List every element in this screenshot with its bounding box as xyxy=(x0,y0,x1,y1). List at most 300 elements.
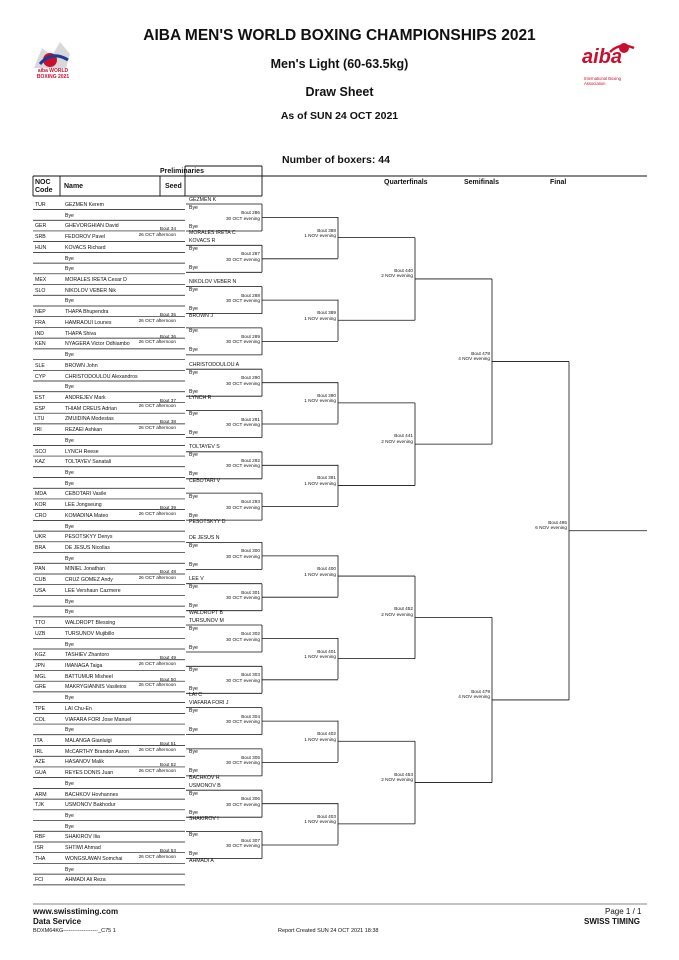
bout-number: Bout 453 xyxy=(394,771,413,777)
bout-number: Bout 391 xyxy=(317,475,336,481)
r32-bout-label xyxy=(214,293,260,304)
footer-report: Report Created SUN 24 OCT 2021 18:38 xyxy=(278,928,379,934)
entry-noc: SRB xyxy=(35,234,46,241)
bout-number: Bout 37 xyxy=(159,397,176,403)
prelim-bout-label xyxy=(120,505,176,516)
entry-name: VIAFARA FORI Jose Manuel xyxy=(65,716,132,723)
weight-class: Men's Light (60-63.5kg) xyxy=(270,57,409,71)
r32-bottom-boxer: SHAKIROV I xyxy=(189,816,219,823)
entry-name: WONGSUWAN Somchai xyxy=(65,855,123,862)
entry-row xyxy=(33,469,183,477)
entry-name: Bye xyxy=(65,255,74,262)
bout-time: 30 OCT evening xyxy=(225,504,260,510)
entry-noc: COL xyxy=(35,716,46,723)
r32-bout-label xyxy=(214,458,260,469)
entry-noc: CRO xyxy=(35,512,47,519)
entry-row xyxy=(33,480,183,488)
entry-name: REZAEI Ashkan xyxy=(65,427,103,434)
bout-number: Bout 403 xyxy=(317,813,336,819)
footer-brand: SWISS TIMING xyxy=(584,917,640,926)
entry-row xyxy=(33,780,183,788)
bout-time: 1 NOV evening xyxy=(304,571,336,577)
bout-number: Bout 389 xyxy=(317,310,336,316)
entry-row xyxy=(33,876,183,884)
entry-name: Bye xyxy=(65,523,74,530)
r32-bye: Bye xyxy=(189,452,198,459)
bout-time: 26 OCT afternoon xyxy=(138,424,176,430)
prelim-bout-label xyxy=(120,848,176,859)
bout-number: Bout 303 xyxy=(241,672,260,678)
r32-bye: Bye xyxy=(189,584,198,591)
r32-top-boxer: KOVACS R xyxy=(189,237,216,244)
entry-noc: IND xyxy=(35,330,44,337)
r32-bottom-bye: Bye xyxy=(189,347,198,354)
entry-row xyxy=(33,448,183,456)
entry-name: CEBOTARI Vasile xyxy=(65,491,107,498)
entry-noc: KOR xyxy=(35,502,47,509)
entry-row xyxy=(33,641,183,649)
r32-bout-label xyxy=(214,755,260,766)
r32-top-boxer: VIAFARA FORI J xyxy=(189,700,229,707)
entry-name: TURSUNOV Mujibillo xyxy=(65,630,115,637)
bout-time: 2 NOV evening xyxy=(381,611,413,617)
r32-top-boxer: GEZMEN K xyxy=(189,196,217,203)
prelim-bout-label xyxy=(120,334,176,345)
entry-noc: TJK xyxy=(35,802,45,809)
bout-time: 26 OCT afternoon xyxy=(138,339,176,345)
bout-number: Bout 307 xyxy=(241,837,260,843)
bout-time: 26 OCT afternoon xyxy=(138,317,176,323)
entry-noc: BRA xyxy=(35,545,46,552)
r32-bye: Bye xyxy=(189,245,198,252)
entry-name: WALDROPT Blessing xyxy=(65,620,116,627)
r32-bye: Bye xyxy=(189,411,198,417)
bout-number: Bout 400 xyxy=(317,566,336,572)
bout-number: Bout 495 xyxy=(548,519,567,525)
r32-bye: Bye xyxy=(189,328,198,335)
r32-top-boxer: USMONOV B xyxy=(189,782,221,789)
entry-name: MALANGA Gianluigi xyxy=(65,738,112,744)
r16-bout-label xyxy=(290,393,336,404)
entry-name: MAKRYGIANNIS Vasileios xyxy=(65,684,127,691)
r32-bout-label xyxy=(214,631,260,642)
entry-name: TASHIEV Zhantoro xyxy=(65,652,110,659)
entry-name: Bye xyxy=(65,470,74,476)
bout-number: Bout 51 xyxy=(159,741,176,746)
entry-noc: CUB xyxy=(35,577,46,584)
r16-bout-label xyxy=(290,814,336,825)
entry-name: HAMRAOUI Lounes xyxy=(65,319,112,326)
entry-row xyxy=(33,716,183,724)
entry-noc: EST xyxy=(35,394,46,401)
r32-bottom-bye: Bye xyxy=(189,603,198,610)
entry-row xyxy=(33,255,183,263)
bout-time: 26 OCT afternoon xyxy=(138,853,176,859)
entry-name: KOMADINA Mateo xyxy=(65,512,109,519)
bout-number: Bout 35 xyxy=(159,312,176,318)
r32-bout-label xyxy=(214,714,260,725)
bout-time: 30 OCT evening xyxy=(225,256,260,262)
entry-row xyxy=(33,801,183,809)
footer-code: BOXM64KG-------------------_C75 1 xyxy=(33,928,116,934)
entry-row xyxy=(33,437,183,445)
entry-name: PESOTSKYY Denys xyxy=(65,534,113,541)
entry-row xyxy=(33,383,183,391)
prelim-bout-label xyxy=(120,419,176,430)
entry-row xyxy=(33,630,183,638)
r32-bout-label xyxy=(214,251,260,262)
entry-name: Bye xyxy=(65,212,74,219)
r32-bottom-bye: Bye xyxy=(189,512,198,519)
event-logo-text: aiba WORLD BOXING 2021 xyxy=(36,68,70,80)
bout-time: 2 NOV evening xyxy=(381,777,413,783)
bout-time: 2 NOV evening xyxy=(381,273,413,279)
bout-number: Bout 49 xyxy=(159,655,176,661)
bout-time: 30 OCT evening xyxy=(225,422,260,427)
entry-name: SHAKIROV Ilia xyxy=(65,834,100,841)
bout-time: 4 NOV evening xyxy=(458,356,490,362)
entry-name: SHTIWI Ahmad xyxy=(65,845,101,852)
r32-top-boxer: CHRISTODOULOU A xyxy=(189,361,240,368)
entry-name: McCARTHY Brandon Aaron xyxy=(65,748,130,755)
entry-noc: IRL xyxy=(35,748,44,755)
entry-name: MINIEL Jonathan xyxy=(65,566,105,573)
entry-noc: MEX xyxy=(35,277,47,284)
entry-row xyxy=(33,587,183,595)
bout-number: Bout 292 xyxy=(241,457,260,463)
bout-time: 30 OCT evening xyxy=(225,339,260,345)
semifinals-header: Semifinals xyxy=(464,179,500,186)
bout-time: 1 NOV evening xyxy=(304,819,336,825)
prelim-bout-label xyxy=(120,762,176,773)
bout-number: Bout 390 xyxy=(317,392,336,398)
bout-time: 30 OCT evening xyxy=(225,719,260,725)
entry-noc: RBF xyxy=(35,834,46,841)
entry-noc: MDA xyxy=(35,491,47,498)
r32-bout-label xyxy=(214,548,260,559)
r32-bye: Bye xyxy=(189,625,198,632)
entry-noc: FRA xyxy=(35,319,46,326)
footer-url[interactable]: www.swisstiming.com xyxy=(33,907,119,916)
entry-row xyxy=(33,201,183,209)
entry-row xyxy=(33,351,183,359)
as-of-date: As of SUN 24 OCT 2021 xyxy=(280,110,399,122)
entry-row xyxy=(33,608,183,616)
entry-row xyxy=(33,694,183,702)
entry-name: Bye xyxy=(65,866,74,873)
bout-time: 26 OCT afternoon xyxy=(138,746,176,752)
entry-noc: UZB xyxy=(35,630,46,637)
r32-bye: Bye xyxy=(189,790,198,797)
entry-name: Bye xyxy=(65,480,74,487)
r32-bottom-boxer: AHMADI A xyxy=(189,857,214,864)
bout-number: Bout 478 xyxy=(471,350,490,356)
r16-bout-label xyxy=(290,731,336,742)
entry-noc: FCI xyxy=(35,877,44,884)
bout-number: Bout 302 xyxy=(241,631,260,636)
quarterfinals-header: Quarterfinals xyxy=(384,179,428,186)
bout-number: Bout 50 xyxy=(159,676,176,682)
qf-bout-label xyxy=(366,606,413,617)
entry-noc: SCO xyxy=(35,448,47,455)
r16-bout-label xyxy=(290,475,336,486)
entry-name: USMONOV Bakhodur xyxy=(65,802,116,809)
bout-time: 26 OCT afternoon xyxy=(138,403,176,409)
r32-bye: Bye xyxy=(189,287,198,294)
bout-time: 1 NOV evening xyxy=(304,736,336,742)
entry-name: Bye xyxy=(65,813,74,820)
entry-noc: MGL xyxy=(35,673,47,680)
bout-number: Bout 287 xyxy=(241,251,260,257)
r32-bottom-bye: Bye xyxy=(189,644,198,651)
bout-number: Bout 291 xyxy=(241,416,260,422)
entry-name: CHRISTODOULOU Alexandros xyxy=(65,373,138,380)
r32-bye: Bye xyxy=(189,493,198,500)
entry-row xyxy=(33,866,183,874)
entry-noc: SLE xyxy=(35,362,45,369)
bout-time: 26 OCT afternoon xyxy=(138,231,176,237)
prelim-bout-label xyxy=(120,398,176,409)
r32-bottom-bye: Bye xyxy=(189,306,198,313)
r32-bottom-boxer: BROWN J xyxy=(189,312,213,319)
bout-time: 26 OCT afternoon xyxy=(138,767,176,773)
sf-bout-label xyxy=(442,351,490,362)
entry-name: Bye xyxy=(65,384,74,391)
r32-top-boxer: DE JESUS N xyxy=(189,534,220,541)
bout-time: 26 OCT afternoon xyxy=(138,660,176,666)
entry-name: THIAM CREUS Adrian xyxy=(65,405,117,412)
entry-row xyxy=(33,265,183,273)
entry-name: Bye xyxy=(65,609,74,616)
entry-noc: IRI xyxy=(35,427,42,434)
entry-name: HASANOV Malik xyxy=(65,759,104,766)
entry-name: NIKOLOV VEBER Nik xyxy=(65,287,117,294)
entry-noc: TTO xyxy=(35,620,46,627)
r32-bottom-boxer: BACHKOV H xyxy=(189,774,220,781)
entry-row xyxy=(33,362,183,370)
r32-bye: Bye xyxy=(189,749,198,756)
bout-time: 30 OCT evening xyxy=(225,463,260,469)
bout-number: Bout 388 xyxy=(317,227,336,233)
entry-row xyxy=(33,705,183,713)
footer-service: Data Service xyxy=(33,917,82,926)
r32-bottom-bye: Bye xyxy=(189,727,198,734)
entry-name: Bye xyxy=(65,266,74,273)
r32-bottom-boxer: CEBOTARI V xyxy=(189,477,221,484)
entry-name: Bye xyxy=(65,598,74,605)
entry-noc: ESP xyxy=(35,405,46,412)
bout-time: 30 OCT evening xyxy=(225,801,260,807)
noc-header: NOC Code xyxy=(35,179,53,194)
entry-row xyxy=(33,297,183,305)
entry-noc: JPN xyxy=(35,662,45,669)
entry-noc: AZE xyxy=(35,759,46,766)
bout-number: Bout 38 xyxy=(159,419,176,425)
entry-row xyxy=(33,212,183,220)
entry-row xyxy=(33,726,183,734)
r32-bout-label xyxy=(214,590,260,601)
r32-bottom-bye: Bye xyxy=(189,561,198,568)
bout-number: Bout 304 xyxy=(241,713,260,719)
r32-bottom-bye: Bye xyxy=(189,809,198,816)
sheet-title: Draw Sheet xyxy=(305,85,374,99)
entry-noc: NEP xyxy=(35,309,46,316)
entry-row xyxy=(33,276,183,284)
bout-number: Bout 36 xyxy=(159,333,176,339)
entry-name: Bye xyxy=(65,823,74,830)
entry-name: CRUZ GOMEZ Andy xyxy=(65,577,113,584)
r32-top-boxer: TURSUNOV M xyxy=(189,617,224,624)
entry-name: Bye xyxy=(65,727,74,734)
entry-noc: SLO xyxy=(35,287,46,294)
r32-bottom-bye: Bye xyxy=(189,471,198,478)
entry-name: TOLTAYEV Sanatali xyxy=(65,459,112,466)
entry-name: FEDOROV Pavel xyxy=(65,234,106,241)
entry-name: BACHKOV Hovhannes xyxy=(65,791,119,798)
entry-noc: TPE xyxy=(35,705,46,712)
entry-noc: KGZ xyxy=(35,652,46,659)
bout-time: 30 OCT evening xyxy=(225,553,260,559)
aiba-logo-text: aiba xyxy=(582,46,623,68)
bout-time: 30 OCT evening xyxy=(225,677,260,683)
entry-noc: USA xyxy=(35,587,46,594)
bout-time: 26 OCT afternoon xyxy=(138,574,176,580)
page-title: AIBA MEN'S WORLD BOXING CHAMPIONSHIPS 2021 xyxy=(143,27,536,44)
entry-name: DE JESUS Nicollas xyxy=(65,545,110,552)
entry-name: ANDREJEV Mark xyxy=(65,394,106,401)
bout-number: Bout 441 xyxy=(394,433,413,439)
entry-row xyxy=(33,490,183,498)
entry-row xyxy=(33,833,183,841)
bout-time: 30 OCT evening xyxy=(225,595,260,601)
footer-page: Page 1 / 1 xyxy=(605,907,642,916)
r32-bye: Bye xyxy=(189,666,198,673)
entry-row xyxy=(33,823,183,831)
entry-name: LEE Jongseung xyxy=(65,502,102,509)
prelim-bout-label xyxy=(120,569,176,580)
r32-bye: Bye xyxy=(189,369,198,376)
entry-row xyxy=(33,244,183,252)
entry-name: BROWN John xyxy=(65,362,98,369)
r32-bottom-bye: Bye xyxy=(189,223,198,230)
r32-bottom-boxer: LAI C xyxy=(189,692,202,699)
bout-time: 1 NOV evening xyxy=(304,480,336,486)
r32-bye: Bye xyxy=(189,708,198,715)
entry-name: MORALES IRETA Cesar D xyxy=(65,277,127,284)
entry-name: Bye xyxy=(65,641,74,648)
qf-bout-label xyxy=(366,433,413,444)
bout-time: 30 OCT evening xyxy=(225,380,260,386)
r32-bottom-boxer: WALDROPT B xyxy=(189,609,224,616)
r32-bottom-bye: Bye xyxy=(189,685,198,692)
r16-bout-label xyxy=(290,566,336,577)
r16-bout-label xyxy=(290,310,336,321)
final-header: Final xyxy=(550,179,567,186)
bout-time: 30 OCT evening xyxy=(225,636,260,642)
entry-row xyxy=(33,458,183,466)
qf-bout-label xyxy=(366,268,413,279)
entry-row xyxy=(33,791,183,799)
r32-bottom-bye: Bye xyxy=(189,851,198,857)
entry-name: Bye xyxy=(65,437,74,444)
entry-name: REYES DONIS Juan xyxy=(65,770,114,777)
bout-number: Bout 53 xyxy=(159,848,176,854)
entry-noc: HUN xyxy=(35,244,47,251)
entry-row xyxy=(33,619,183,627)
entry-row xyxy=(33,812,183,820)
bout-time: 26 OCT afternoon xyxy=(138,682,176,688)
prelim-bout-label xyxy=(120,226,176,237)
bout-number: Bout 293 xyxy=(241,499,260,505)
bout-time: 1 NOV evening xyxy=(304,398,336,404)
entry-row xyxy=(33,555,183,563)
entry-noc: UKR xyxy=(35,534,46,541)
aiba-logo-subtitle: International Boxing Association xyxy=(584,76,622,86)
r32-bottom-boxer: LYNCH R xyxy=(189,395,212,402)
prelim-bout-label xyxy=(120,312,176,323)
entry-name: THAPA Bhupendra xyxy=(65,309,109,316)
entry-name: Bye xyxy=(65,555,74,562)
bout-number: Bout 34 xyxy=(159,226,176,232)
entry-name: THAPA Shiva xyxy=(65,330,97,337)
bout-number: Bout 479 xyxy=(471,688,490,694)
r32-bye: Bye xyxy=(189,204,198,211)
bout-number: Bout 300 xyxy=(241,548,260,554)
r32-bottom-bye: Bye xyxy=(189,264,198,271)
number-of-boxers: Number of boxers: 44 xyxy=(282,154,390,166)
entry-noc: GUA xyxy=(35,770,47,777)
preliminaries-header: Preliminaries xyxy=(160,168,204,175)
entry-noc: ITA xyxy=(35,738,43,744)
bout-number: Bout 440 xyxy=(394,267,413,273)
bout-time: 1 NOV evening xyxy=(304,233,336,239)
r32-bout-label xyxy=(214,210,260,221)
entry-noc: ISR xyxy=(35,845,44,852)
entry-noc: KEN xyxy=(35,341,46,348)
entry-row xyxy=(33,373,183,381)
r32-bye: Bye xyxy=(189,832,198,838)
entry-name: Bye xyxy=(65,298,74,305)
entry-noc: ARM xyxy=(35,791,47,798)
entry-name: AHMADI Ali Reza xyxy=(65,877,106,884)
r32-bye: Bye xyxy=(189,542,198,549)
entry-name: Bye xyxy=(65,352,74,359)
r16-bout-label xyxy=(290,649,336,660)
name-header: Name xyxy=(64,183,84,190)
entry-noc: CYP xyxy=(35,373,46,380)
prelim-bout-label xyxy=(120,655,176,666)
sf-bout-label xyxy=(442,689,490,700)
final-bout-label xyxy=(520,520,567,531)
bout-number: Bout 39 xyxy=(159,505,176,511)
bout-number: Bout 452 xyxy=(394,606,413,612)
prelim-bout-label xyxy=(120,677,176,688)
entry-name: BATTUMUR Misheel xyxy=(65,673,113,680)
r32-bout-label xyxy=(214,417,260,428)
entry-name: ZMUIDINA Modestas xyxy=(65,416,114,423)
bout-number: Bout 289 xyxy=(241,333,260,339)
bout-time: 30 OCT evening xyxy=(225,843,260,848)
r32-bout-label xyxy=(214,838,260,849)
r32-bottom-boxer: PESOTSKYY D xyxy=(189,519,226,526)
entry-row xyxy=(33,544,183,552)
bout-number: Bout 306 xyxy=(241,796,260,802)
bout-time: 6 NOV evening xyxy=(535,525,567,531)
r32-bout-label xyxy=(214,499,260,510)
r32-bout-label xyxy=(214,334,260,345)
entry-noc: TUR xyxy=(35,202,46,208)
entry-name: KOVACS Richard xyxy=(65,244,106,251)
